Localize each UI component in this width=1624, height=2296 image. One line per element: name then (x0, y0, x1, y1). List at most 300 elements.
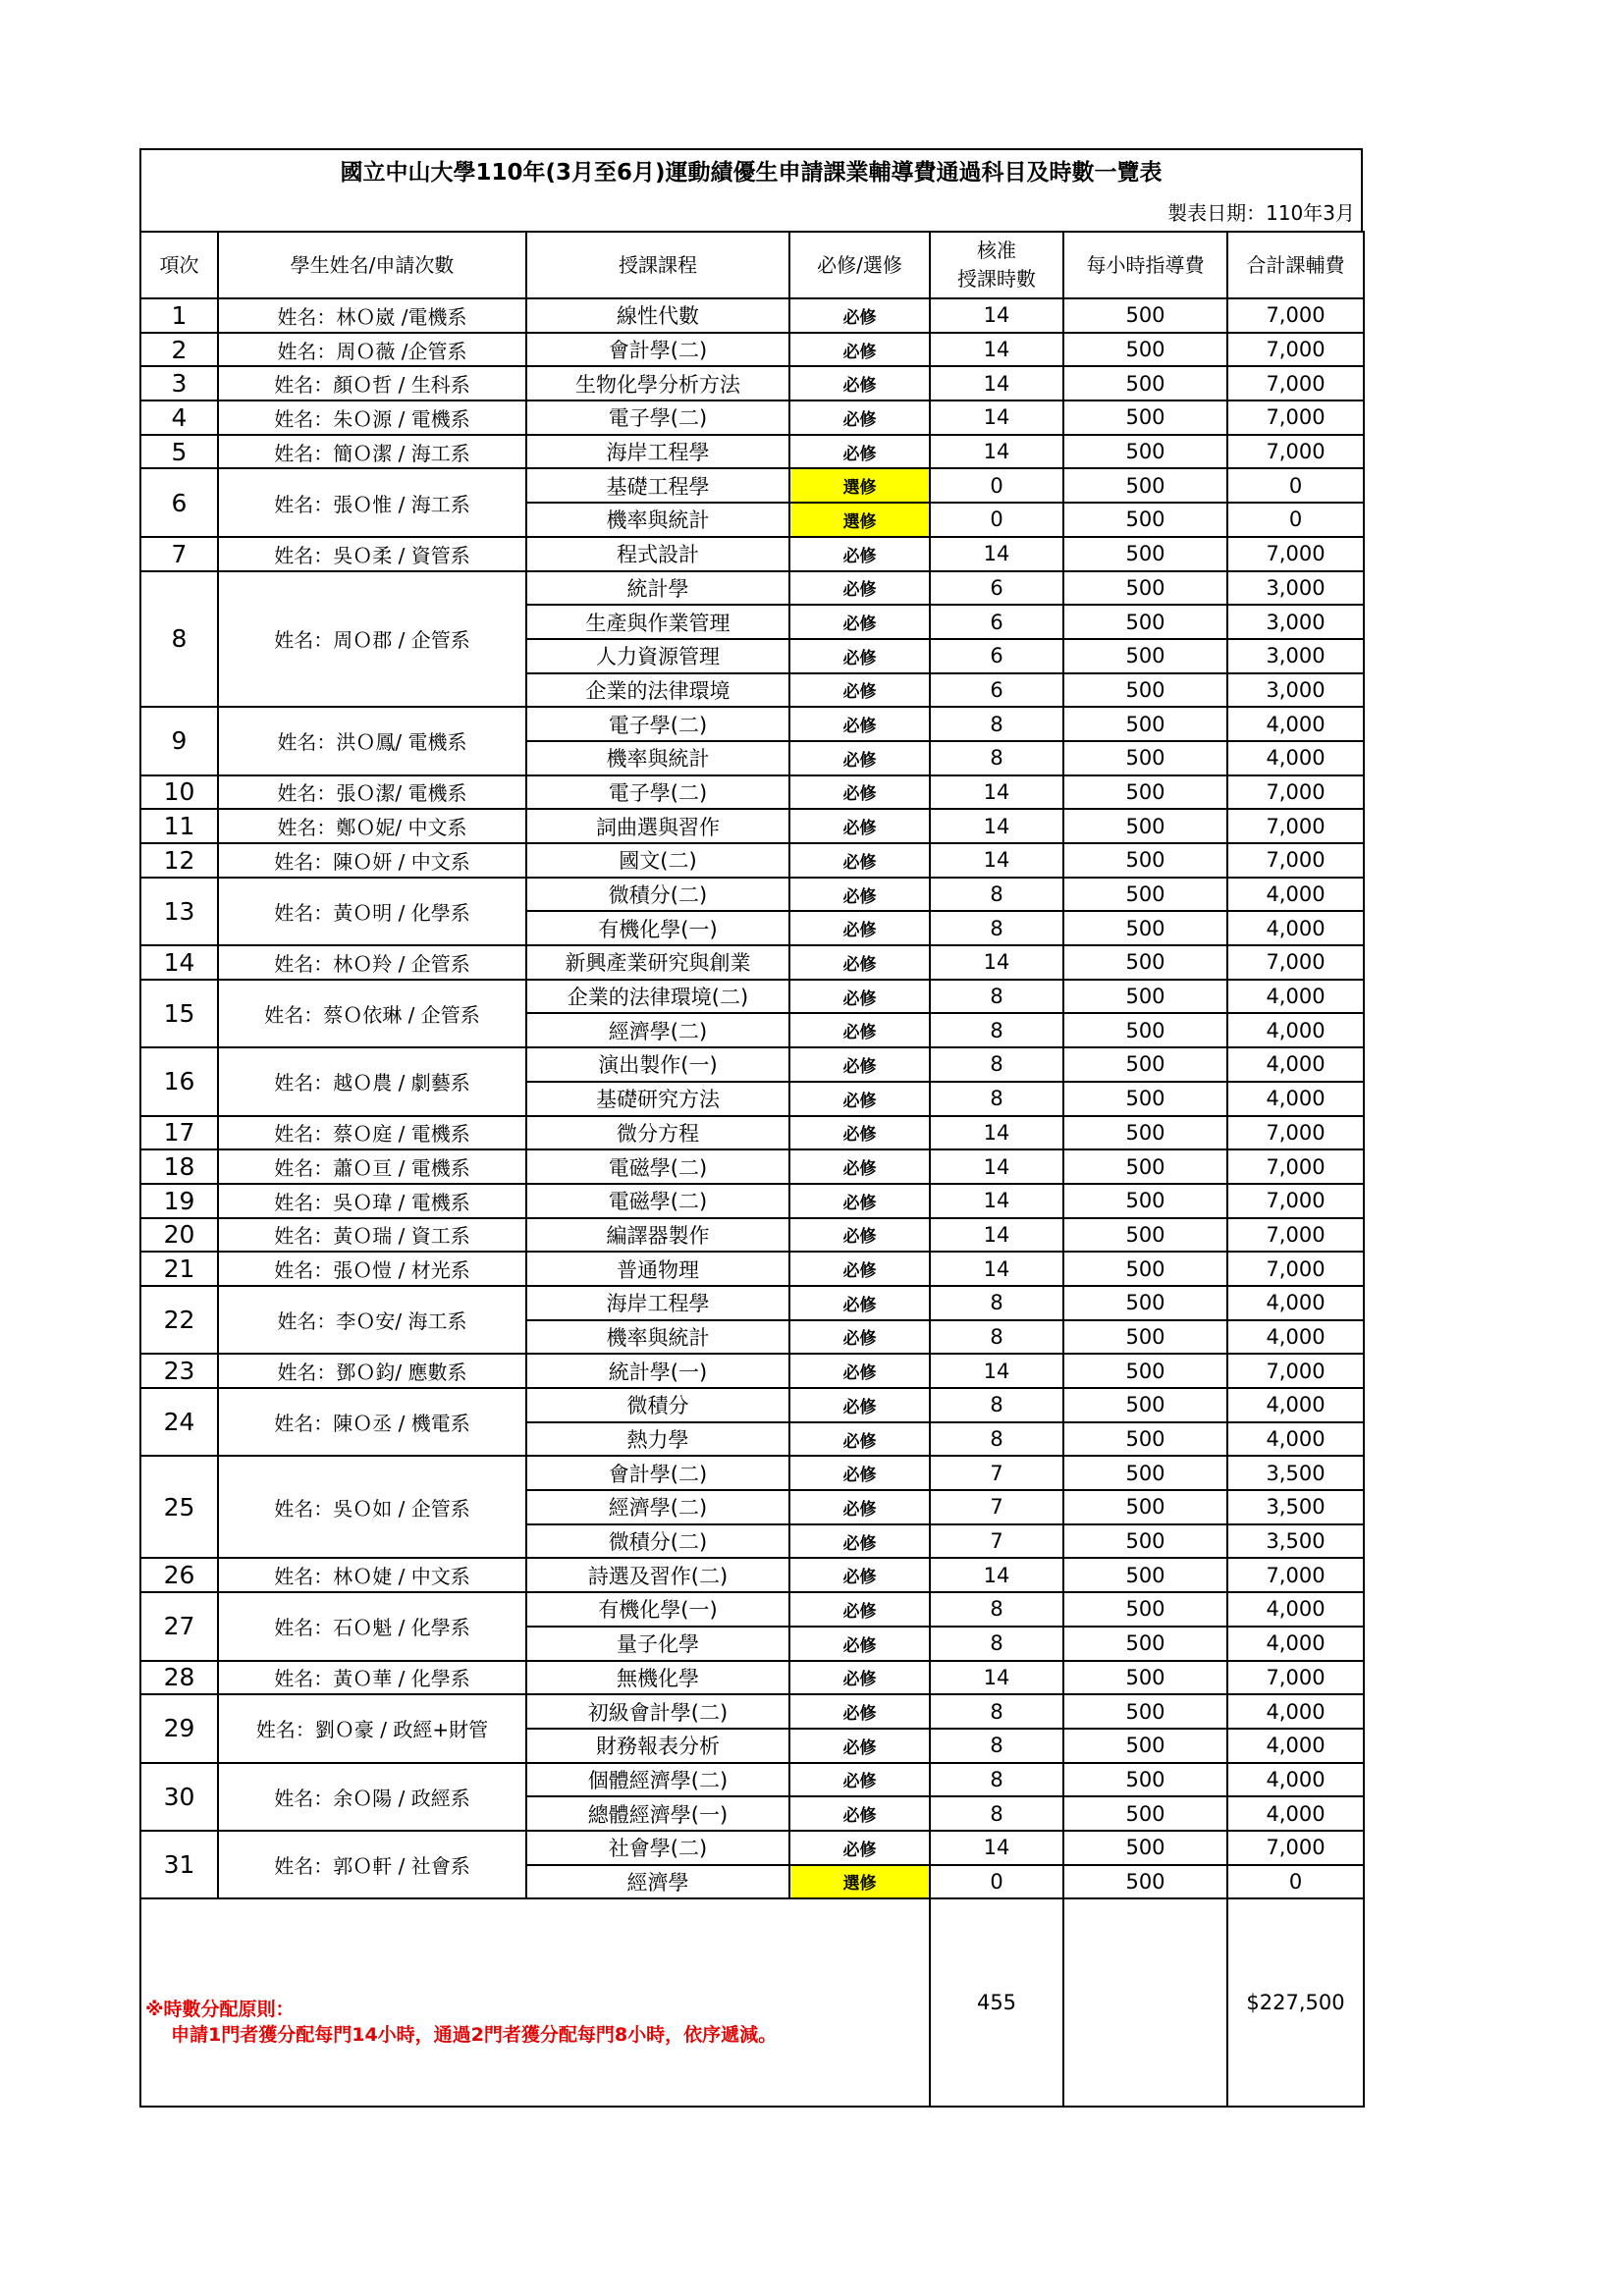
hours-cell: 8 (930, 1388, 1063, 1422)
student-name-cell: 姓名：郭Ｏ軒 / 社會系 (218, 1831, 526, 1898)
hours-cell: 14 (930, 537, 1063, 571)
subtotal-cell: 4,000 (1227, 1013, 1364, 1047)
course-cell: 詞曲選與習作 (526, 809, 789, 843)
subtotal-cell: 7,000 (1227, 537, 1364, 571)
student-name-cell: 姓名：張Ｏ惟 / 海工系 (218, 468, 526, 536)
hours-cell: 6 (930, 639, 1063, 673)
rate-cell: 500 (1063, 571, 1227, 606)
subtotal-cell: 4,000 (1227, 1320, 1364, 1355)
rate-cell: 500 (1063, 809, 1227, 843)
table-row (140, 843, 1364, 878)
course-cell: 機率與統計 (526, 741, 789, 775)
course-cell: 熱力學 (526, 1422, 789, 1457)
rate-cell: 500 (1063, 1831, 1227, 1865)
hours-cell: 14 (930, 435, 1063, 469)
course-cell: 基礎研究方法 (526, 1082, 789, 1116)
course-cell: 電磁學(二) (526, 1149, 789, 1184)
course-cell: 電子學(二) (526, 707, 789, 741)
hours-cell: 6 (930, 571, 1063, 606)
hours-cell: 14 (930, 1354, 1063, 1388)
table-row (140, 809, 1364, 843)
course-cell: 程式設計 (526, 537, 789, 571)
row-number-cell: 25 (140, 1456, 218, 1558)
course-type-cell: 必修 (789, 980, 930, 1014)
table-row (140, 468, 1364, 503)
hours-cell: 7 (930, 1490, 1063, 1524)
row-number-cell: 6 (140, 468, 218, 536)
hours-cell: 8 (930, 911, 1063, 945)
rate-cell: 500 (1063, 1354, 1227, 1388)
rate-cell: 500 (1063, 1286, 1227, 1320)
rate-cell: 500 (1063, 537, 1227, 571)
course-type-cell: 必修 (789, 639, 930, 673)
rate-cell: 500 (1063, 1558, 1227, 1592)
student-name-cell: 姓名：黃Ｏ瑞 / 資工系 (218, 1218, 526, 1253)
subtotal-cell: 3,500 (1227, 1524, 1364, 1559)
course-type-cell: 選修 (789, 468, 930, 503)
student-name-cell: 姓名：周Ｏ郡 / 企管系 (218, 571, 526, 708)
row-number-cell: 8 (140, 571, 218, 708)
subtotal-cell: 7,000 (1227, 1558, 1364, 1592)
rate-cell: 500 (1063, 1013, 1227, 1047)
total-fee-cell: $227,500 (1227, 1898, 1364, 2107)
rate-cell: 500 (1063, 1116, 1227, 1150)
course-type-cell: 必修 (789, 707, 930, 741)
row-number-cell: 16 (140, 1047, 218, 1115)
rate-cell: 500 (1063, 366, 1227, 400)
table-row (140, 980, 1364, 1014)
subtotal-cell: 4,000 (1227, 1047, 1364, 1082)
student-name-cell: 姓名：黃Ｏ明 / 化學系 (218, 878, 526, 945)
row-number-cell: 9 (140, 707, 218, 774)
subtotal-cell: 4,000 (1227, 878, 1364, 912)
header-cell-type: 必修/選修 (789, 232, 930, 298)
subtotal-cell: 0 (1227, 1865, 1364, 1899)
hours-cell: 8 (930, 707, 1063, 741)
header-cell-total: 合計課輔費 (1227, 232, 1364, 298)
rate-cell: 500 (1063, 1252, 1227, 1286)
course-type-cell: 必修 (789, 1388, 930, 1422)
subtotal-cell: 7,000 (1227, 1218, 1364, 1253)
course-type-cell: 必修 (789, 1490, 930, 1524)
student-name-cell: 姓名：劉Ｏ豪 / 政經+財管 (218, 1694, 526, 1762)
table-row (140, 1354, 1364, 1388)
header-cell-rate: 每小時指導費 (1063, 232, 1227, 298)
course-type-cell: 必修 (789, 809, 930, 843)
subtotal-cell: 7,000 (1227, 298, 1364, 333)
subtotal-cell: 7,000 (1227, 1252, 1364, 1286)
row-number-cell: 2 (140, 333, 218, 367)
course-type-cell: 必修 (789, 1320, 930, 1355)
course-cell: 企業的法律環境(二) (526, 980, 789, 1014)
subtotal-cell: 4,000 (1227, 1592, 1364, 1627)
student-name-cell: 姓名：黃Ｏ華 / 化學系 (218, 1661, 526, 1695)
rate-cell: 500 (1063, 400, 1227, 435)
table-row (140, 1661, 1364, 1695)
hours-cell: 14 (930, 1218, 1063, 1253)
subtotal-cell: 0 (1227, 468, 1364, 503)
subtotal-cell: 3,000 (1227, 605, 1364, 639)
student-name-cell: 姓名：林Ｏ羚 / 企管系 (218, 945, 526, 980)
course-type-cell: 必修 (789, 911, 930, 945)
course-type-cell: 必修 (789, 1354, 930, 1388)
summary-row (140, 1898, 1364, 2107)
student-name-cell: 姓名：吳Ｏ柔 / 資管系 (218, 537, 526, 571)
subtotal-cell: 7,000 (1227, 1354, 1364, 1388)
course-type-cell: 必修 (789, 435, 930, 469)
course-cell: 經濟學(二) (526, 1013, 789, 1047)
hours-cell: 0 (930, 468, 1063, 503)
rate-cell: 500 (1063, 980, 1227, 1014)
allocation-note-text: 申請1門者獲分配每門14小時，通過2門者獲分配每門8小時，依序遞減。 (171, 2024, 778, 2047)
header-cell-hours: 核准 授課時數 (930, 232, 1063, 298)
document-sheet (139, 148, 1363, 2108)
course-type-cell: 必修 (789, 1627, 930, 1661)
row-number-cell: 15 (140, 980, 218, 1047)
course-type-cell: 選修 (789, 503, 930, 537)
student-name-cell: 姓名：石Ｏ魁 / 化學系 (218, 1592, 526, 1660)
rate-cell: 500 (1063, 1865, 1227, 1899)
course-type-cell: 必修 (789, 1082, 930, 1116)
subsidy-table (139, 231, 1365, 2108)
course-type-cell: 必修 (789, 1729, 930, 1763)
rate-cell: 500 (1063, 503, 1227, 537)
rate-cell: 500 (1063, 333, 1227, 367)
course-cell: 個體經濟學(二) (526, 1763, 789, 1797)
course-type-cell: 必修 (789, 571, 930, 606)
subtotal-cell: 7,000 (1227, 333, 1364, 367)
row-number-cell: 23 (140, 1354, 218, 1388)
total-rate-cell (1063, 1898, 1227, 2107)
subtotal-cell: 4,000 (1227, 741, 1364, 775)
hours-cell: 14 (930, 333, 1063, 367)
course-cell: 生產與作業管理 (526, 605, 789, 639)
hours-cell: 14 (930, 366, 1063, 400)
subtotal-cell: 7,000 (1227, 809, 1364, 843)
course-type-cell: 必修 (789, 1592, 930, 1627)
course-type-cell: 必修 (789, 1661, 930, 1695)
hours-cell: 14 (930, 1831, 1063, 1865)
course-cell: 統計學 (526, 571, 789, 606)
course-cell: 會計學(二) (526, 333, 789, 367)
table-row (140, 1047, 1364, 1082)
course-cell: 企業的法律環境 (526, 673, 789, 708)
course-cell: 基礎工程學 (526, 468, 789, 503)
course-cell: 詩選及習作(二) (526, 1558, 789, 1592)
course-cell: 機率與統計 (526, 503, 789, 537)
rate-cell: 500 (1063, 1422, 1227, 1457)
hours-cell: 8 (930, 1422, 1063, 1457)
student-name-cell: 姓名：李Ｏ安/ 海工系 (218, 1286, 526, 1354)
row-number-cell: 24 (140, 1388, 218, 1456)
row-number-cell: 22 (140, 1286, 218, 1354)
header-row (140, 232, 1364, 298)
course-cell: 初級會計學(二) (526, 1694, 789, 1729)
subtotal-cell: 7,000 (1227, 775, 1364, 810)
table-row (140, 537, 1364, 571)
rate-cell: 500 (1063, 1456, 1227, 1490)
course-type-cell: 必修 (789, 1286, 930, 1320)
rate-cell: 500 (1063, 639, 1227, 673)
table-row (140, 878, 1364, 912)
table-row (140, 1149, 1364, 1184)
course-type-cell: 必修 (789, 1252, 930, 1286)
student-name-cell: 姓名：洪Ｏ鳳/ 電機系 (218, 707, 526, 774)
row-number-cell: 1 (140, 298, 218, 333)
row-number-cell: 13 (140, 878, 218, 945)
rate-cell: 500 (1063, 1184, 1227, 1218)
hours-cell: 14 (930, 1149, 1063, 1184)
hours-cell: 8 (930, 1286, 1063, 1320)
table-row (140, 1218, 1364, 1253)
hours-cell: 14 (930, 298, 1063, 333)
table-row (140, 1831, 1364, 1865)
course-type-cell: 必修 (789, 1558, 930, 1592)
student-name-cell: 姓名：鄧Ｏ鈞/ 應數系 (218, 1354, 526, 1388)
rate-cell: 500 (1063, 1729, 1227, 1763)
course-type-cell: 必修 (789, 1218, 930, 1253)
course-type-cell: 必修 (789, 741, 930, 775)
student-name-cell: 姓名：余Ｏ陽 / 政經系 (218, 1763, 526, 1831)
hours-cell: 8 (930, 1320, 1063, 1355)
row-number-cell: 30 (140, 1763, 218, 1831)
subtotal-cell: 4,000 (1227, 1422, 1364, 1457)
hours-cell: 6 (930, 605, 1063, 639)
subtotal-cell: 0 (1227, 503, 1364, 537)
student-name-cell: 姓名：陳Ｏ妍 / 中文系 (218, 843, 526, 878)
rate-cell: 500 (1063, 843, 1227, 878)
course-cell: 財務報表分析 (526, 1729, 789, 1763)
hours-cell: 14 (930, 775, 1063, 810)
hours-cell: 14 (930, 1252, 1063, 1286)
hours-cell: 8 (930, 1796, 1063, 1831)
table-row (140, 707, 1364, 741)
table-row (140, 1763, 1364, 1797)
course-type-cell: 必修 (789, 1422, 930, 1457)
course-cell: 新興產業研究與創業 (526, 945, 789, 980)
course-cell: 微積分(二) (526, 1524, 789, 1559)
course-cell: 電子學(二) (526, 400, 789, 435)
course-type-cell: 必修 (789, 945, 930, 980)
table-row (140, 571, 1364, 606)
subtotal-cell: 7,000 (1227, 945, 1364, 980)
student-name-cell: 姓名：簡Ｏ潔 / 海工系 (218, 435, 526, 469)
course-cell: 有機化學(一) (526, 1592, 789, 1627)
table-row (140, 1116, 1364, 1150)
hours-cell: 8 (930, 1763, 1063, 1797)
subtotal-cell: 3,500 (1227, 1456, 1364, 1490)
hours-cell: 8 (930, 1627, 1063, 1661)
rate-cell: 500 (1063, 435, 1227, 469)
course-type-cell: 必修 (789, 537, 930, 571)
rate-cell: 500 (1063, 878, 1227, 912)
hours-cell: 8 (930, 980, 1063, 1014)
course-cell: 電子學(二) (526, 775, 789, 810)
course-cell: 會計學(二) (526, 1456, 789, 1490)
table-row (140, 945, 1364, 980)
course-cell: 國文(二) (526, 843, 789, 878)
student-name-cell: 姓名：吳Ｏ如 / 企管系 (218, 1456, 526, 1558)
total-hours-cell: 455 (930, 1898, 1063, 2107)
hours-cell: 8 (930, 1047, 1063, 1082)
allocation-note (140, 1898, 930, 2107)
table-row (140, 1456, 1364, 1490)
subtotal-cell: 4,000 (1227, 911, 1364, 945)
course-type-cell: 選修 (789, 1865, 930, 1899)
subtotal-cell: 7,000 (1227, 1116, 1364, 1150)
course-type-cell: 必修 (789, 775, 930, 810)
row-number-cell: 31 (140, 1831, 218, 1898)
student-name-cell: 姓名：蕭Ｏ亘 / 電機系 (218, 1149, 526, 1184)
rate-cell: 500 (1063, 298, 1227, 333)
rate-cell: 500 (1063, 741, 1227, 775)
table-row (140, 1388, 1364, 1422)
course-type-cell: 必修 (789, 1047, 930, 1082)
rate-cell: 500 (1063, 1388, 1227, 1422)
student-name-cell: 姓名：朱Ｏ源 / 電機系 (218, 400, 526, 435)
rate-cell: 500 (1063, 911, 1227, 945)
rate-cell: 500 (1063, 1592, 1227, 1627)
course-type-cell: 必修 (789, 400, 930, 435)
table-row (140, 1694, 1364, 1729)
rate-cell: 500 (1063, 1047, 1227, 1082)
hours-cell: 8 (930, 741, 1063, 775)
student-name-cell: 姓名：周Ｏ薇 /企管系 (218, 333, 526, 367)
hours-cell: 8 (930, 1694, 1063, 1729)
rate-cell: 500 (1063, 1694, 1227, 1729)
rate-cell: 500 (1063, 605, 1227, 639)
subtotal-cell: 7,000 (1227, 1831, 1364, 1865)
course-cell: 總體經濟學(一) (526, 1796, 789, 1831)
subtotal-cell: 4,000 (1227, 1796, 1364, 1831)
student-name-cell: 姓名：林Ｏ崴 /電機系 (218, 298, 526, 333)
allocation-note-title: ※時數分配原則： (145, 1998, 295, 2020)
rate-cell: 500 (1063, 1661, 1227, 1695)
subtotal-cell: 7,000 (1227, 843, 1364, 878)
subtotal-cell: 4,000 (1227, 1627, 1364, 1661)
header-cell-course: 授課課程 (526, 232, 789, 298)
hours-cell: 7 (930, 1524, 1063, 1559)
course-type-cell: 必修 (789, 1694, 930, 1729)
subtotal-cell: 4,000 (1227, 1694, 1364, 1729)
table-row (140, 1252, 1364, 1286)
subtotal-cell: 7,000 (1227, 1184, 1364, 1218)
course-type-cell: 必修 (789, 298, 930, 333)
row-number-cell: 12 (140, 843, 218, 878)
rate-cell: 500 (1063, 1796, 1227, 1831)
rate-cell: 500 (1063, 707, 1227, 741)
document-title: 國立中山大學110年(3月至6月)運動績優生申請課業輔導費通過科目及時數一覽表 (340, 160, 1163, 186)
rate-cell: 500 (1063, 1627, 1227, 1661)
student-name-cell: 姓名：陳Ｏ丞 / 機電系 (218, 1388, 526, 1456)
student-name-cell: 姓名：顏Ｏ哲 / 生科系 (218, 366, 526, 400)
row-number-cell: 27 (140, 1592, 218, 1660)
hours-cell: 14 (930, 1184, 1063, 1218)
course-type-cell: 必修 (789, 1149, 930, 1184)
hours-cell: 14 (930, 843, 1063, 878)
course-cell: 經濟學(二) (526, 1490, 789, 1524)
hours-cell: 14 (930, 400, 1063, 435)
rate-cell: 500 (1063, 1082, 1227, 1116)
rate-cell: 500 (1063, 1149, 1227, 1184)
subtotal-cell: 3,500 (1227, 1490, 1364, 1524)
rate-cell: 500 (1063, 1320, 1227, 1355)
student-name-cell: 姓名：林Ｏ婕 / 中文系 (218, 1558, 526, 1592)
subtotal-cell: 4,000 (1227, 1729, 1364, 1763)
rate-cell: 500 (1063, 1490, 1227, 1524)
row-number-cell: 20 (140, 1218, 218, 1253)
subtotal-cell: 3,000 (1227, 673, 1364, 708)
course-cell: 電磁學(二) (526, 1184, 789, 1218)
row-number-cell: 10 (140, 775, 218, 810)
course-type-cell: 必修 (789, 843, 930, 878)
student-name-cell: 姓名：蔡Ｏ依琳 / 企管系 (218, 980, 526, 1047)
header-cell-name: 學生姓名/申請次數 (218, 232, 526, 298)
table-row (140, 366, 1364, 400)
course-cell: 生物化學分析方法 (526, 366, 789, 400)
course-type-cell: 必修 (789, 1013, 930, 1047)
student-name-cell: 姓名：張Ｏ愷 / 材光系 (218, 1252, 526, 1286)
hours-cell: 14 (930, 1661, 1063, 1695)
student-name-cell: 姓名：越Ｏ農 / 劇藝系 (218, 1047, 526, 1115)
hours-cell: 7 (930, 1456, 1063, 1490)
subtotal-cell: 4,000 (1227, 1388, 1364, 1422)
course-cell: 海岸工程學 (526, 1286, 789, 1320)
course-cell: 微分方程 (526, 1116, 789, 1150)
hours-cell: 8 (930, 1082, 1063, 1116)
row-number-cell: 17 (140, 1116, 218, 1150)
course-cell: 無機化學 (526, 1661, 789, 1695)
student-name-cell: 姓名：吳Ｏ瑋 / 電機系 (218, 1184, 526, 1218)
table-row (140, 775, 1364, 810)
hours-cell: 8 (930, 1729, 1063, 1763)
table-row (140, 1592, 1364, 1627)
student-name-cell: 姓名：張Ｏ潔/ 電機系 (218, 775, 526, 810)
subtotal-cell: 4,000 (1227, 1286, 1364, 1320)
row-number-cell: 19 (140, 1184, 218, 1218)
course-type-cell: 必修 (789, 366, 930, 400)
course-cell: 量子化學 (526, 1627, 789, 1661)
table-row (140, 1558, 1364, 1592)
row-number-cell: 28 (140, 1661, 218, 1695)
hours-cell: 8 (930, 878, 1063, 912)
course-cell: 有機化學(一) (526, 911, 789, 945)
course-type-cell: 必修 (789, 605, 930, 639)
course-cell: 普通物理 (526, 1252, 789, 1286)
row-number-cell: 3 (140, 366, 218, 400)
row-number-cell: 7 (140, 537, 218, 571)
header-cell-no: 項次 (140, 232, 218, 298)
rate-cell: 500 (1063, 1763, 1227, 1797)
hours-cell: 6 (930, 673, 1063, 708)
course-cell: 線性代數 (526, 298, 789, 333)
subtotal-cell: 7,000 (1227, 1661, 1364, 1695)
table-row (140, 400, 1364, 435)
row-number-cell: 18 (140, 1149, 218, 1184)
course-cell: 經濟學 (526, 1865, 789, 1899)
subtotal-cell: 3,000 (1227, 571, 1364, 606)
document-date: 製表日期：110年3月 (1167, 201, 1355, 225)
row-number-cell: 5 (140, 435, 218, 469)
subtotal-cell: 4,000 (1227, 1763, 1364, 1797)
hours-cell: 0 (930, 503, 1063, 537)
course-cell: 海岸工程學 (526, 435, 789, 469)
rate-cell: 500 (1063, 468, 1227, 503)
hours-cell: 8 (930, 1592, 1063, 1627)
course-cell: 機率與統計 (526, 1320, 789, 1355)
table-row (140, 1184, 1364, 1218)
table-row (140, 435, 1364, 469)
